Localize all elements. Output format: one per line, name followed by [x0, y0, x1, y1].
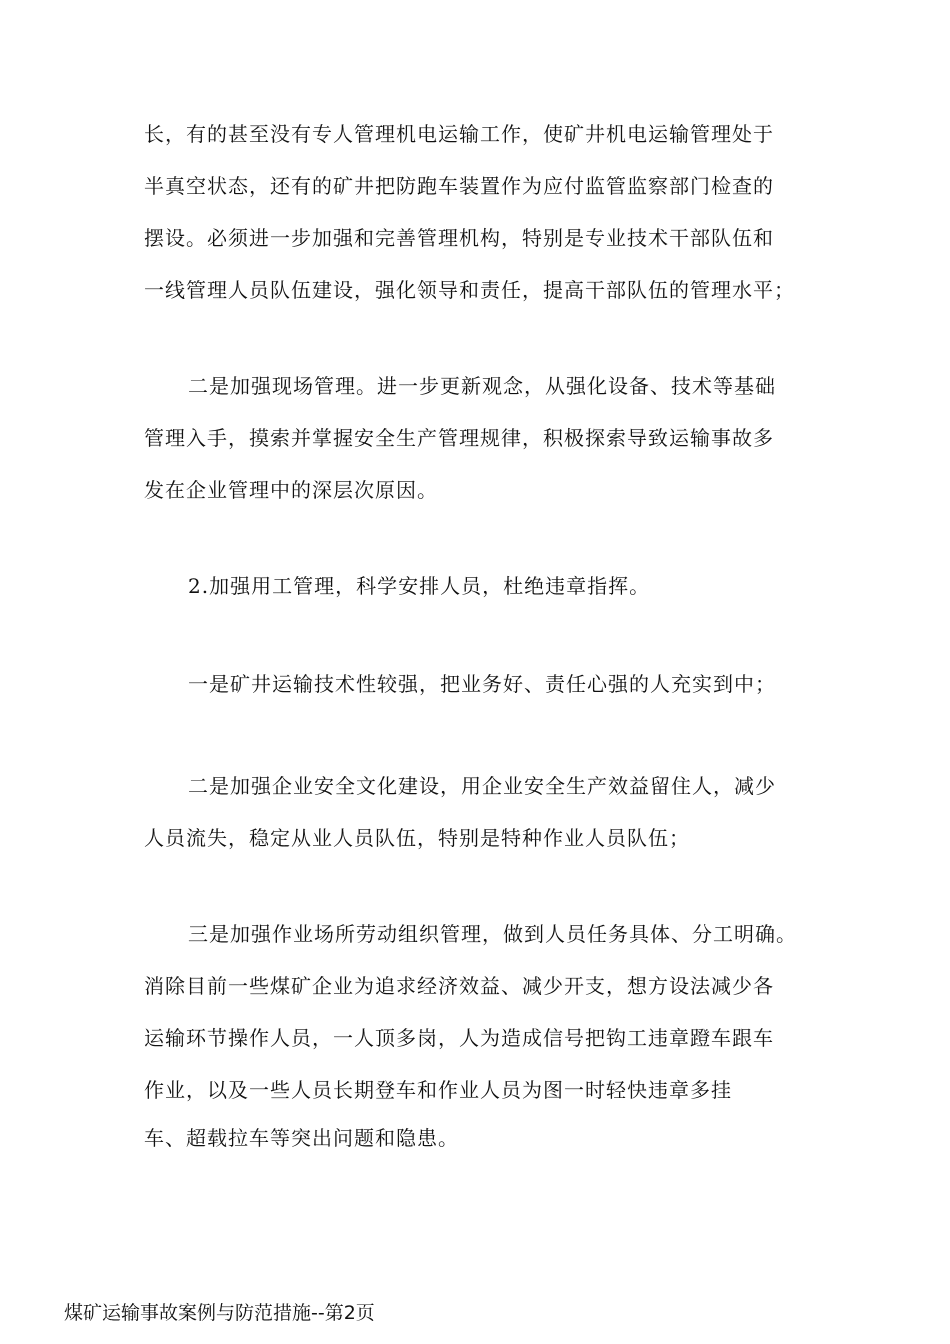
paragraph-line: 二是加强企业安全文化建设，用企业安全生产效益留住人，减少: [188, 774, 776, 798]
paragraph-line: 发在企业管理中的深层次原因。: [144, 478, 438, 502]
paragraph-line: 二是加强现场管理。进一步更新观念，从强化设备、技术等基础: [188, 374, 776, 398]
paragraph-line: 摆设。必须进一步加强和完善管理机构，特别是专业技术干部队伍和: [144, 226, 774, 250]
paragraph-line: 管理入手，摸索并掌握安全生产管理规律，积极探索导致运输事故多: [144, 426, 774, 450]
paragraph-line: 长，有的甚至没有专人管理机电运输工作，使矿井机电运输管理处于: [144, 122, 774, 146]
paragraph-line: 一线管理人员队伍建设，强化领导和责任，提高干部队伍的管理水平；: [144, 278, 795, 302]
paragraph-line: 一是矿井运输技术性较强，把业务好、责任心强的人充实到中；: [188, 672, 776, 696]
section-heading: 2.加强用工管理，科学安排人员，杜绝违章指挥。: [188, 574, 651, 598]
paragraph-line: 人员流失，稳定从业人员队伍，特别是特种作业人员队伍；: [144, 826, 690, 850]
paragraph-line: 三是加强作业场所劳动组织管理，做到人员任务具体、分工明确。: [188, 922, 797, 946]
paragraph-line: 消除目前一些煤矿企业为追求经济效益、减少开支，想方设法减少各: [144, 974, 774, 998]
page-footer: 煤矿运输事故案例与防范措施--第2页: [64, 1302, 375, 1324]
paragraph-line: 作业，以及一些人员长期登车和作业人员为图一时轻快违章多挂: [144, 1078, 732, 1102]
paragraph-line: 半真空状态，还有的矿井把防跑车装置作为应付监管监察部门检查的: [144, 174, 774, 198]
paragraph-line: 车、超载拉车等突出问题和隐患。: [144, 1126, 459, 1150]
paragraph-line: 运输环节操作人员，一人顶多岗，人为造成信号把钩工违章蹬车跟车: [144, 1026, 774, 1050]
